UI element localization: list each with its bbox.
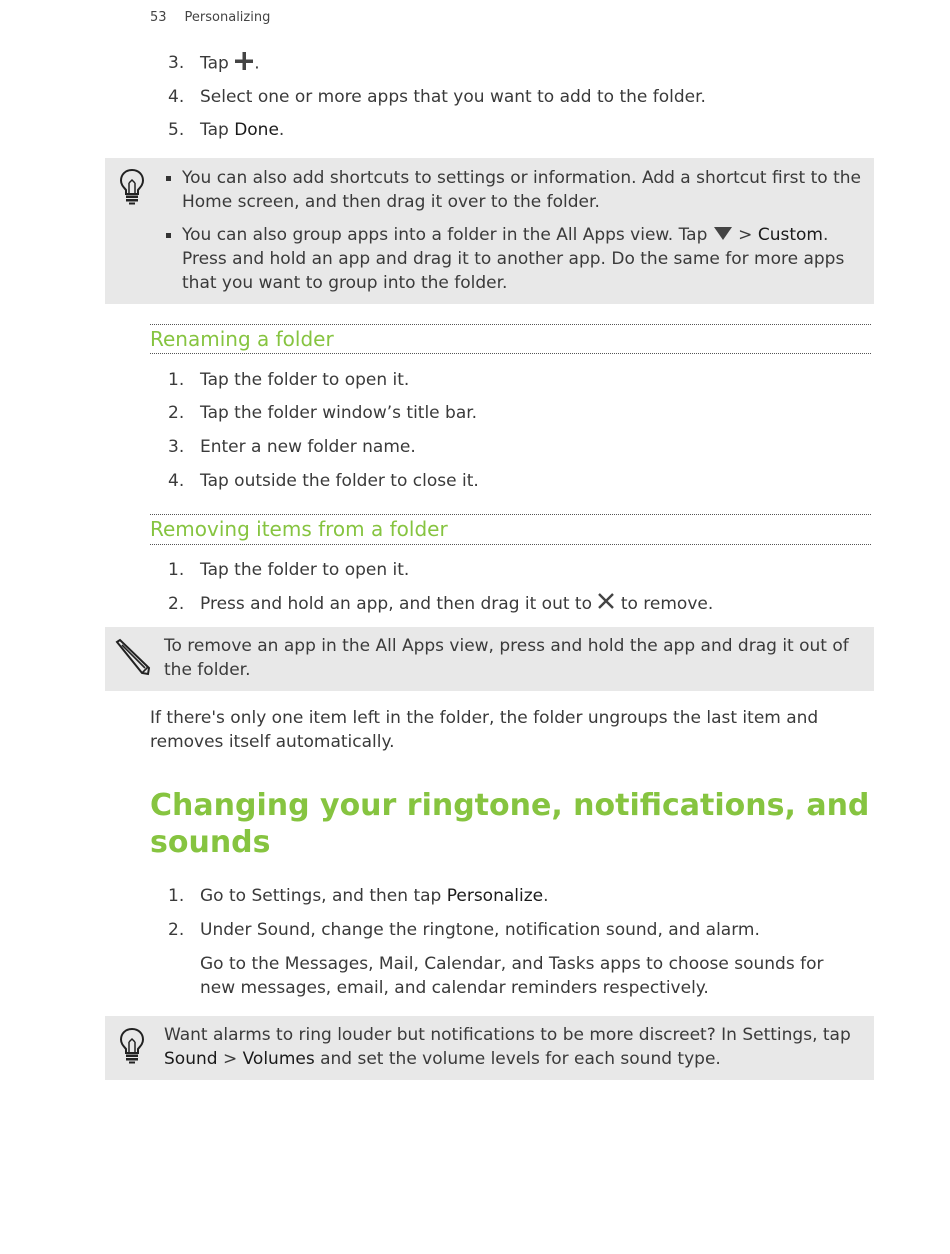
step-number: 2. [168,594,185,614]
lightbulb-icon [119,168,145,210]
step-text: Tap the folder window’s title bar. [200,403,478,423]
step-text-after: . [543,886,549,906]
step-text [200,51,870,76]
step-text: Under Sound, change the ringtone, notification sound, and alarm. [200,920,760,940]
bullet-marker [166,176,171,181]
close-x-icon [597,592,615,616]
section-name: Personalizing [184,10,271,25]
step-number: 1. [168,886,185,906]
tip-box-2 [105,1016,874,1080]
step-text: Select one or more apps that you want to add to the folder. [200,87,706,107]
step-number: 1. [168,370,185,390]
step-text-before: Tap [200,120,235,140]
tip-bullet-text: You can also add shortcuts to settings or information. Add a shortcut first to the Home screen, and then drag it over to the folder. [182,168,861,212]
custom-label: Custom [757,225,823,245]
tip-text [164,1023,864,1071]
step-detail-text: Go to the Messages, Mail, Calendar, and Tasks apps to choose sounds for new messages, email, and calendar reminders respectively. [200,954,824,998]
page-number: 53 [150,10,167,25]
step-text: Tap the folder to open it. [200,560,410,580]
step-number: 4. [168,471,185,491]
lightbulb-icon [119,1027,145,1069]
triangle-down-icon [713,223,733,247]
step-number: 3. [168,53,185,73]
bullet-text-before: You can also group apps into a folder in the All Apps view. Tap [182,225,708,245]
step-number: 2. [168,403,185,423]
step-text-before: Go to Settings, and then tap [200,886,447,906]
step-text-after: to remove. [620,594,714,614]
step-text: Tap outside the folder to close it. [200,471,479,491]
personalize-label: Personalize [446,886,544,906]
tip-text-middle: > [217,1049,243,1069]
bullet-text-after: . Press and hold an app and drag it to another app. Do the same for more apps that you want to group into the folder. [182,225,845,293]
volumes-label: Volumes [242,1049,315,1069]
step-text: Tap the folder to open it. [200,370,410,390]
renaming-heading: Renaming a folder [150,324,871,354]
step-number: 5. [168,120,185,140]
bullet-text-middle: > [732,225,758,245]
tip-text-before: Want alarms to ring louder but notifications to be more discreet? In Settings, tap [164,1025,851,1045]
tip-bullet-text [182,223,874,295]
step-number: 3. [168,437,185,457]
step-text [200,884,870,908]
sound-label: Sound [164,1049,218,1069]
step-text [200,118,870,142]
bullet-marker [166,233,171,238]
pencil-icon [113,638,151,680]
ringtone-heading: Changing your ringtone, notifications, and sounds [150,788,870,860]
done-label: Done [234,120,279,140]
step-number: 2. [168,920,185,940]
plus-icon [234,51,254,76]
step-text-before: Tap [200,53,229,74]
tip-text-after: and set the volume levels for each sound type. [314,1049,721,1069]
page-header [150,10,270,25]
step-text: Enter a new folder name. [200,437,416,457]
ungroup-paragraph: If there's only one item left in the folder, the folder ungroups the last item and removes itself automatically. [150,708,819,752]
step-text-after: . [278,120,285,140]
step-text-after: . [254,53,260,74]
note-box [105,627,874,691]
step-number: 1. [168,560,185,580]
step-text [200,592,870,616]
step-number: 4. [168,87,185,107]
step-text-before: Press and hold an app, and then drag it out to [200,594,592,614]
tip-box [105,158,874,304]
note-text: To remove an app in the All Apps view, press and hold the app and drag it out of the folder. [164,636,849,680]
removing-heading: Removing items from a folder [150,514,871,545]
